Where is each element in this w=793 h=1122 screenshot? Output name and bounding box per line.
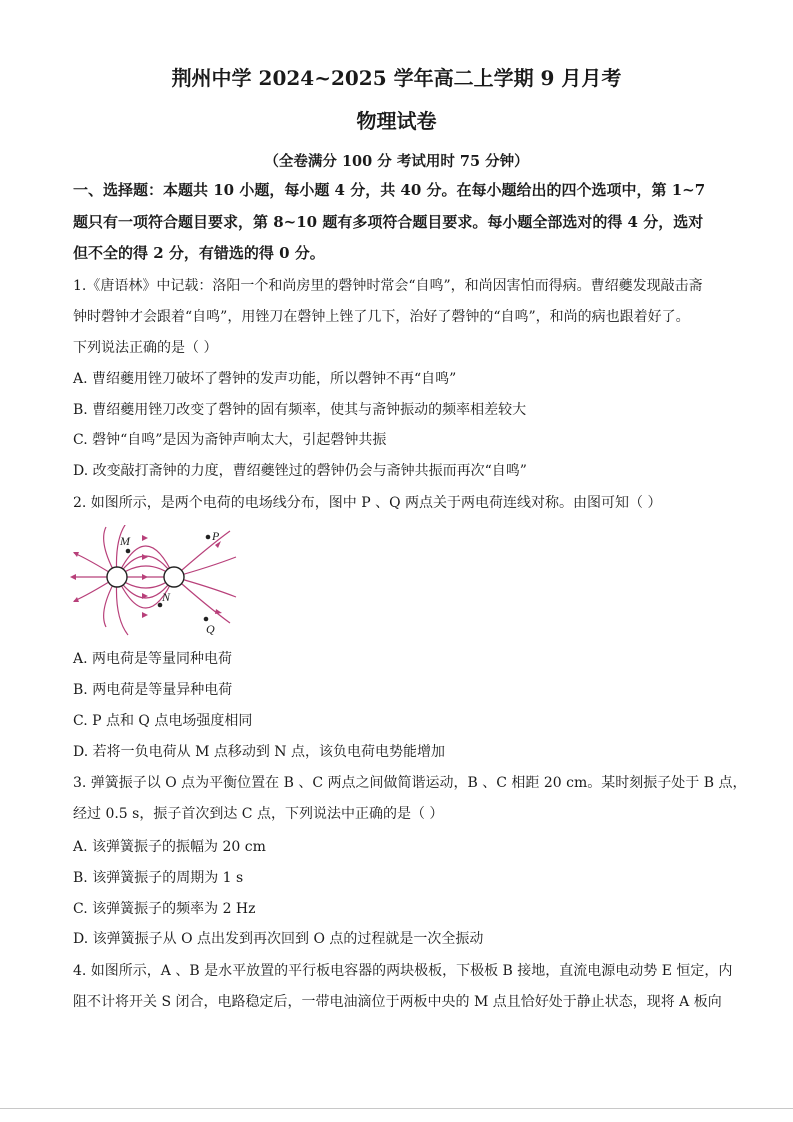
question-2-option-a: A. 两电荷是等量同种电荷 (73, 651, 233, 667)
question-1-line: 钟时磬钟才会跟着“自鸣”，用锉刀在磬钟上锉了几下，治好了磬钟的“自鸣”，和尚的病也跟着好了。 (73, 309, 690, 325)
section-instruction-line: 但不全的得 2 分，有错选的得 0 分。 (73, 244, 325, 262)
question-3-option-d: D. 该弹簧振子从 O 点出发到再次回到 O 点的过程就是一次全振动 (73, 931, 484, 947)
page-bottom-rule (0, 1108, 793, 1109)
point-q-dot (204, 617, 209, 622)
question-1-option-a: A. 曹绍夔用锉刀破坏了磬钟的发声功能，所以磬钟不再“自鸣” (73, 371, 457, 387)
question-1-option-d: D. 改变敲打斋钟的力度，曹绍夔锉过的磬钟仍会与斋钟共振而再次“自鸣” (73, 463, 527, 479)
exam-title: 荆州中学 2024~2025 学年高二上学期 9 月月考 (171, 66, 622, 90)
left-charge (107, 567, 127, 587)
question-3-line: 3. 弹簧振子以 O 点为平衡位置在 B 、C 两点之间做简谐运动，B 、C 相距 20 cm。某时刻振子处于 B 点， (73, 775, 747, 791)
label-q: Q (206, 622, 215, 636)
question-3-line: 经过 0.5 s，振子首次到达 C 点，下列说法中正确的是（ ） (73, 806, 444, 822)
electric-field-figure (70, 525, 240, 640)
question-1-option-b: B. 曹绍夔用锉刀改变了磬钟的固有频率，使其与斋钟振动的频率相差较大 (73, 402, 527, 418)
question-1-line: 1.《唐语林》中记载：洛阳一个和尚房里的磬钟时常会“自鸣”，和尚因害怕而得病。曹绍夔发现敲击斋 (73, 278, 703, 294)
question-3-option-b: B. 该弹簧振子的周期为 1 s (73, 870, 244, 886)
question-2-stem: 2. 如图所示，是两个电荷的电场线分布，图中 P 、Q 两点关于两电荷连线对称。由图可知（ ） (73, 495, 662, 511)
point-p-dot (206, 535, 211, 540)
question-2-option-d: D. 若将一负电荷从 M 点移动到 N 点，该负电荷电势能增加 (73, 744, 446, 760)
point-m-dot (126, 549, 131, 554)
question-3-option-c: C. 该弹簧振子的频率为 2 Hz (73, 901, 256, 917)
right-charge (164, 567, 184, 587)
question-2-option-c: C. P 点和 Q 点电场强度相同 (73, 713, 253, 729)
label-n: N (162, 590, 171, 604)
section-instruction-line: 题只有一项符合题目要求，第 8~10 题有多项符合题目要求。每小题全部选对的得 4 分，选对 (73, 213, 704, 231)
question-4-line: 4. 如图所示，A 、B 是水平放置的平行板电容器的两块极板，下极板 B 接地，直流电源电动势 E 恒定，内 (73, 963, 733, 979)
exam-info: （全卷满分 100 分 考试用时 75 分钟） (264, 153, 529, 170)
question-4-line: 阻不计将开关 S 闭合，电路稳定后，一带电油滴位于两板中央的 M 点且恰好处于静止状态，现将 A 板向 (73, 994, 722, 1010)
section-instruction-line: 一、选择题：本题共 10 小题，每小题 4 分，共 40 分。在每小题给出的四个选项中，第 1~7 (73, 181, 706, 199)
question-3-option-a: A. 该弹簧振子的振幅为 20 cm (73, 839, 266, 855)
exam-subtitle: 物理试卷 (356, 109, 437, 133)
question-2-option-b: B. 两电荷是等量异种电荷 (73, 682, 233, 698)
question-1-line: 下列说法正确的是（ ） (73, 340, 218, 356)
question-1-option-c: C. 磬钟“自鸣”是因为斋钟声响太大，引起磬钟共振 (73, 432, 387, 448)
label-m: M (120, 534, 130, 548)
label-p: P (212, 529, 220, 543)
